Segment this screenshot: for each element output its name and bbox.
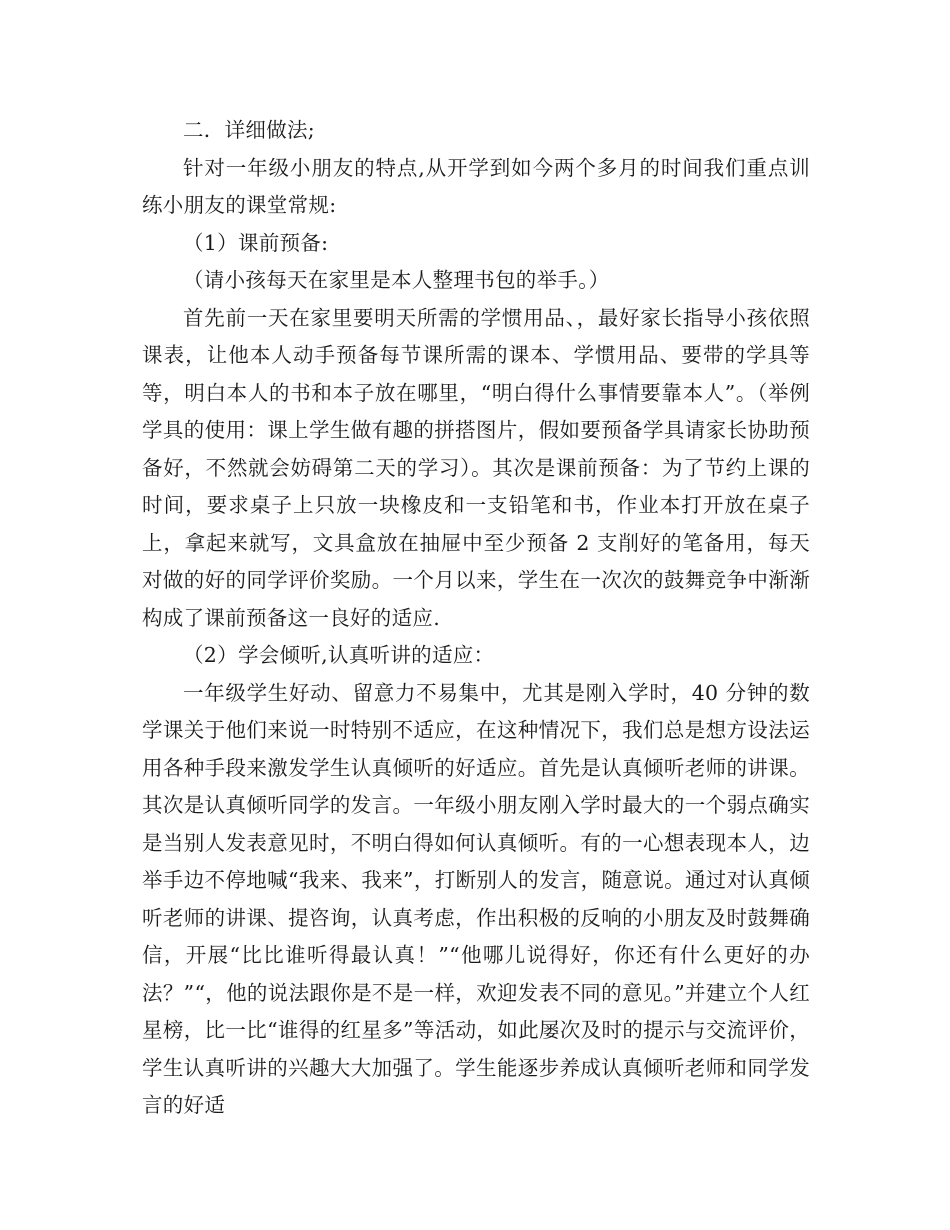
intro-paragraph: 针对一年级小朋友的特点,从开学到如今两个多月的时间我们重点训练小朋友的课堂常规:: [142, 155, 810, 217]
subheading-listening: （2）学会倾听,认真听讲的适应：: [183, 643, 495, 667]
document-body: [142, 112, 810, 1125]
preparation-paragraph: 首先前一天在家里要明天所需的学惯用品、，最好家长指导小孩依照课表，让他本人动手预备每节课所需的课本、学惯用品、要带的学具等等，明白本人的书和本子放在哪里，“明白得什么事情要靠本人”。（举例学具的使用：课上学生做有趣的拼搭图片，假如要预备学具请家长协助预备好，不然就会妨碍第二天的学习）。其次是课前预备：为了节约上课的时间，要求桌子上只放一块橡皮和一支铅笔和书，作业本打开放在桌子上，拿起来就写，文具盒放在抽屉中至少预备 2 支削好的笔备用，每天对做的好的同学评价奖励。一个月以来，学生在一次次的鼓舞竞争中渐渐构成了课前预备这一良好的适应.: [142, 305, 810, 630]
listening-paragraph: 一年级学生好动、留意力不易集中，尤其是刚入学时，40 分钟的数学课关于他们来说一时特别不适应，在这种情况下，我们总是想方设法运用各种手段来激发学生认真倾听的好适应。首先是认真倾听老师的讲课。其次是认真倾听同学的发言。一年级小朋友刚入学时最大的一个弱点确实是当别人发表意见时，不明白得如何认真倾听。有的一心想表现本人，边举手边不停地喊“我来、我来”，打断别人的发言，随意说。通过对认真倾听老师的讲课、提咨询，认真考虑，作出积极的反响的小朋友及时鼓舞确信，开展“比比谁听得最认真！”“他哪儿说得好，你还有什么更好的办法？”“，他的说法跟你是不是一样，欢迎发表不同的意见。”并建立个人红星榜，比一比“谁得的红星多”等活动，如此屡次及时的提示与交流评价，学生认真听讲的兴趣大大加强了。学生能逐步养成认真倾听老师和同学发言的好适: [142, 680, 810, 1117]
prompt-line: （请小孩每天在家里是本人整理书包的举手。）: [183, 268, 610, 292]
subheading-preparation: （1）课前预备:: [183, 230, 329, 255]
section-heading: 二．详细做法;: [183, 118, 316, 142]
